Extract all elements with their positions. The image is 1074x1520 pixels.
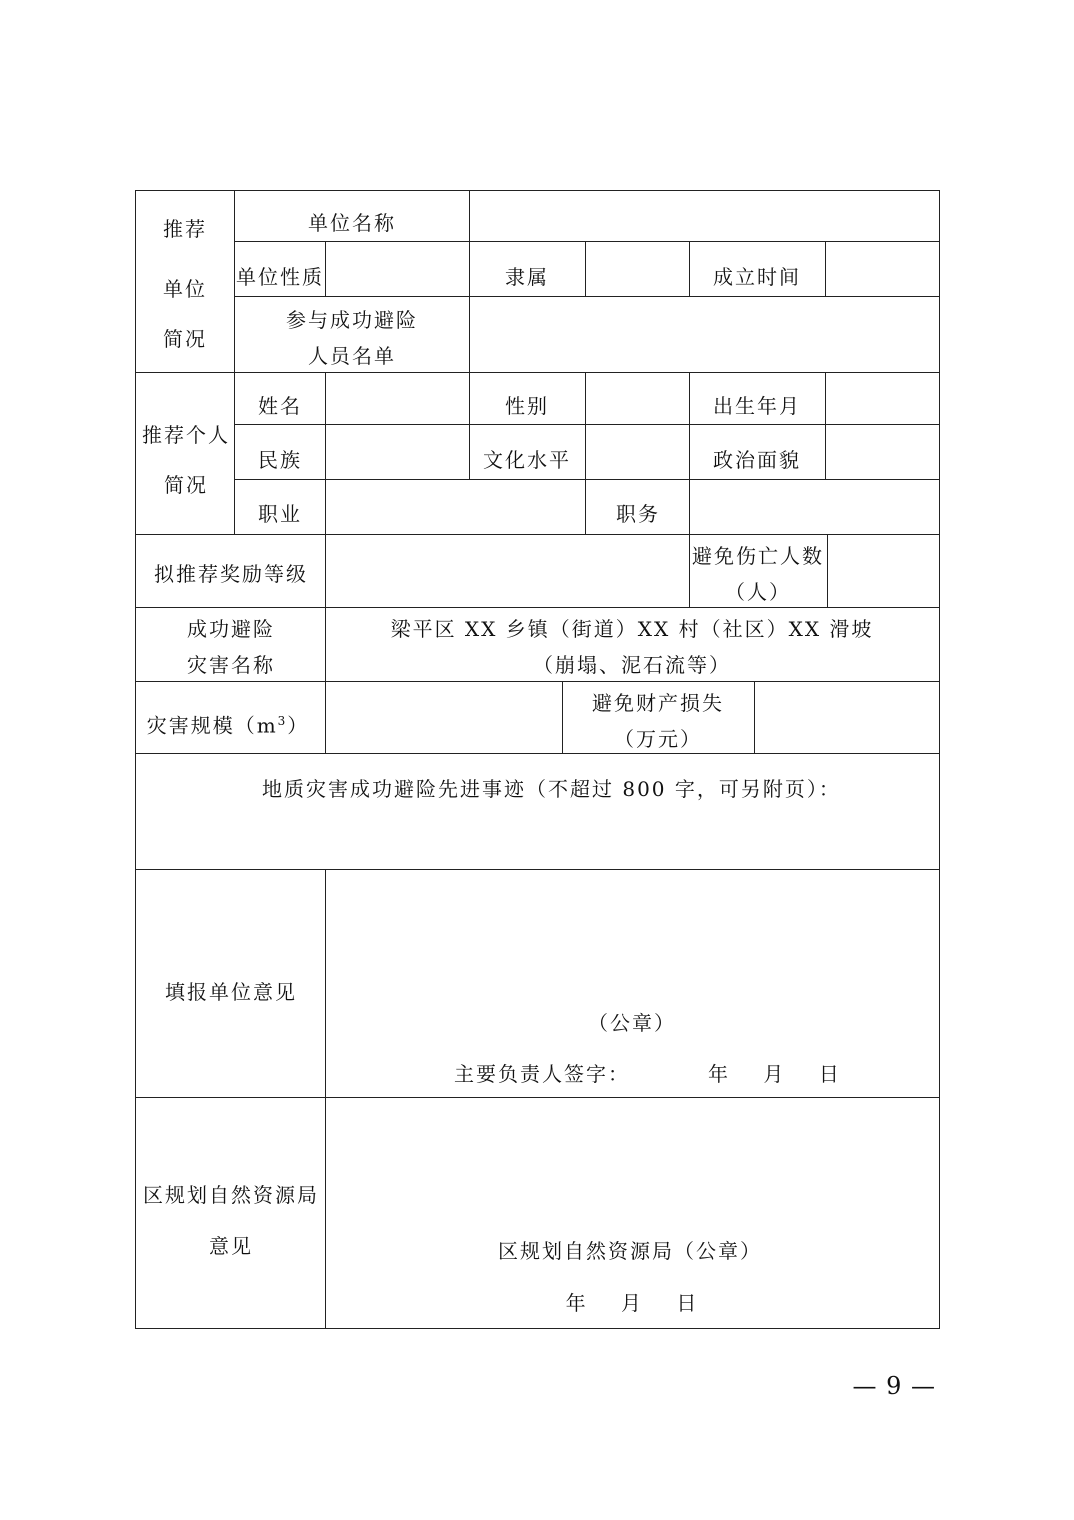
occupation-label: 职业 [258,502,302,526]
disaster-name-label: 灾害名称 [187,653,275,677]
disaster-scale-label: 灾害规模$(m^3)$ [146,713,310,738]
property-loss-label: 避免财产损失 [592,691,724,715]
unit-side-label: 推荐 [163,217,207,241]
nomination-form-table [135,190,940,1329]
casualties-label: 避免伤亡人数 [692,544,824,568]
birth-label: 出生年月 [713,394,801,418]
grid-line [825,241,826,296]
unit-name-label: 单位名称 [308,211,396,235]
education-label: 文化水平 [483,448,571,472]
award-level-label: 拟推荐奖励等级 [154,562,308,586]
grid-line [689,241,690,296]
grid-line [469,190,470,372]
bureau-date: 年 月 日 [565,1291,699,1315]
grid-line [585,241,586,296]
reporting-date: 年 月 日 [708,1062,841,1086]
grid-line [135,372,940,373]
gender-label: 性别 [505,394,549,418]
ethnicity-label: 民族 [258,448,302,472]
reporting-opinion-label: 填报单位意见 [165,980,297,1004]
bureau-opinion-label: 区规划自然资源局 [143,1183,319,1207]
members-label: 人员名单 [308,344,396,368]
grid-line [827,534,828,607]
grid-line [325,372,326,534]
disaster-name-value: （崩塌、泥石流等） [533,653,731,677]
political-label: 政治面貌 [713,448,801,472]
grid-line [135,534,940,535]
grid-line [234,479,940,480]
bureau-opinion-label: 意见 [209,1234,253,1258]
grid-line [325,241,326,296]
grid-line [234,241,940,242]
grid-line [469,372,470,479]
grid-line [234,296,940,297]
casualties-unit: （人） [725,580,791,604]
unit-side-label: 简况 [163,327,207,351]
grid-line [689,372,690,534]
position-label: 职务 [616,502,660,526]
affiliation-label: 隶属 [505,265,549,289]
grid-line [135,869,940,870]
person-side-label: 推荐个人 [142,423,230,447]
grid-line [825,372,826,479]
page-number: — 9 — [852,1372,936,1400]
signature-label: 主要负责人签字： [454,1062,630,1086]
grid-line [325,607,326,753]
deeds-label: 地质灾害成功避险先进事迹（不超过 800 字，可另附页）： [262,777,841,801]
grid-line [754,681,755,753]
grid-line [234,190,235,534]
grid-line [689,534,690,607]
grid-line [325,869,326,1329]
person-side-label: 简况 [164,473,208,497]
grid-line [135,1097,940,1098]
grid-line [135,753,940,754]
bureau-seal: 区规划自然资源局（公章） [498,1239,762,1263]
reporting-seal: （公章） [588,1011,676,1035]
property-loss-unit: （万元） [614,727,702,751]
disaster-name-label: 成功避险 [187,617,275,641]
grid-line [135,681,940,682]
grid-line [135,607,940,608]
grid-line [562,681,563,753]
person-name-label: 姓名 [258,394,302,418]
grid-line [585,372,586,534]
members-label: 参与成功避险 [286,308,418,332]
grid-line [234,424,940,425]
unit-nature-label: 单位性质 [236,265,324,289]
disaster-name-value: 梁平区 XX 乡镇（街道）XX 村（社区）XX 滑坡 [390,617,874,641]
founded-label: 成立时间 [713,265,801,289]
unit-side-label: 单位 [163,277,207,301]
grid-line [325,534,326,607]
